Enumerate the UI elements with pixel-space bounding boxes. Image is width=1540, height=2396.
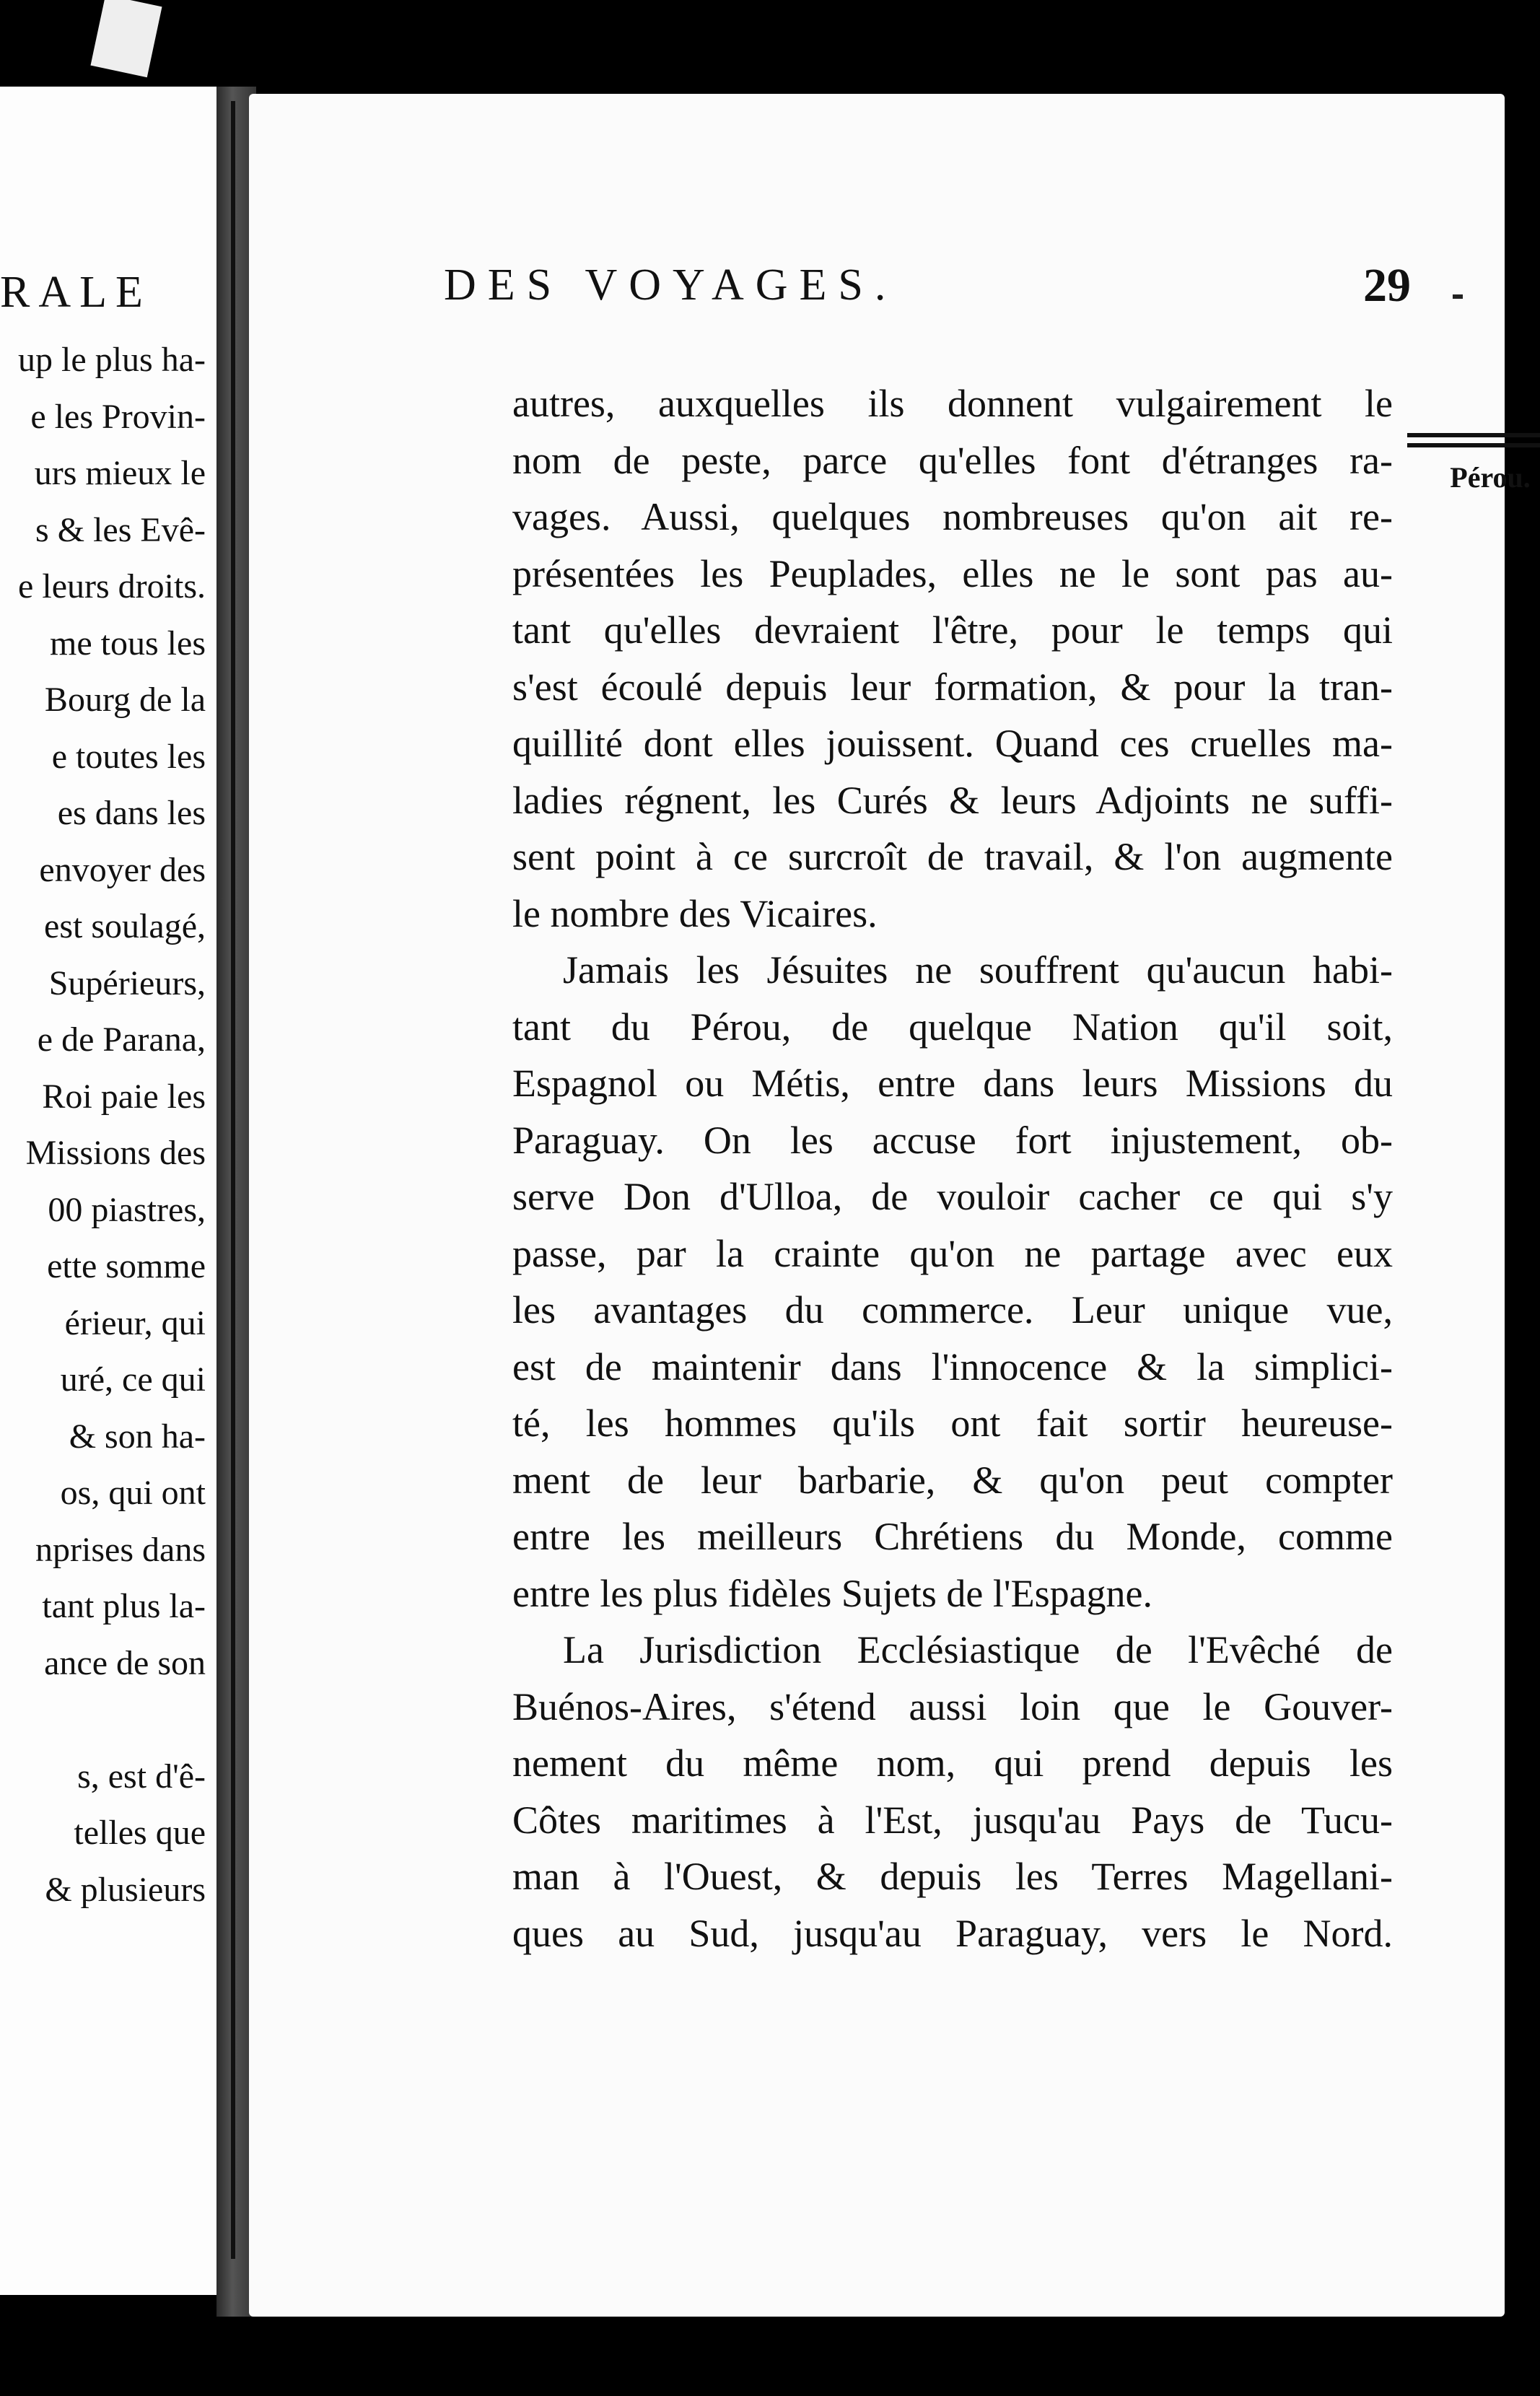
- left-line: 00 piastres,: [48, 1190, 206, 1229]
- text-line: nom de peste, parce qu'elles font d'étranges ra-: [512, 438, 1393, 482]
- left-line: érieur, qui: [64, 1303, 206, 1342]
- text-line: Buénos-Aires, s'étend aussi loin que le Gouver-: [512, 1684, 1393, 1728]
- left-page-lines: [0, 332, 206, 1918]
- text-line: ment de leur barbarie, & qu'on peut compter: [512, 1458, 1393, 1502]
- text-line: quillité dont elles jouissent. Quand ces cruelles ma-: [512, 722, 1393, 765]
- text-line-paragraph-start: Jamais les Jésuites ne souffrent qu'aucun habi-: [563, 948, 1393, 992]
- left-line: nprises dans: [35, 1530, 206, 1569]
- text-line: passe, par la crainte qu'on ne partage avec eux: [512, 1231, 1393, 1275]
- left-line: Bourg de la: [44, 681, 206, 719]
- text-line: présentées les Peuplades, elles ne le sont pas au-: [512, 551, 1393, 595]
- margin-note-area: [1407, 433, 1540, 494]
- text-line-paragraph-end: le nombre des Vicaires.: [512, 891, 878, 935]
- text-line-paragraph-end: entre les plus fidèles Sujets de l'Espagne.: [512, 1571, 1153, 1615]
- page-number: 29: [1363, 259, 1411, 312]
- left-running-title: RALE: [0, 268, 152, 317]
- text-line: ques au Sud, jusqu'au Paraguay, vers le Nord.: [512, 1911, 1393, 1955]
- left-line: Roi paie les: [42, 1077, 206, 1116]
- right-page: [249, 94, 1531, 2317]
- text-line-paragraph-start: La Jurisdiction Ecclésiastique de l'Evêché de: [563, 1628, 1393, 1671]
- text-line: vages. Aussi, quelques nombreuses qu'on ait re-: [512, 495, 1393, 538]
- left-line: e leurs droits.: [18, 567, 206, 605]
- paper-tab: [90, 0, 162, 77]
- text-line: nement du même nom, qui prend depuis les: [512, 1741, 1393, 1785]
- margin-note: Pérou.: [1450, 461, 1531, 494]
- left-line: e de Parana,: [37, 1020, 206, 1059]
- text-line: serve Don d'Ulloa, de vouloir cacher ce qui s'y: [512, 1175, 1393, 1218]
- left-line: ance de son: [44, 1643, 206, 1682]
- left-line: s & les Evê-: [35, 510, 206, 549]
- left-line: urs mieux le: [34, 454, 206, 492]
- text-line: les avantages du commerce. Leur unique vue,: [512, 1288, 1393, 1332]
- text-line: tant qu'elles devraient l'être, pour le temps qui: [512, 608, 1393, 652]
- left-line: up le plus ha-: [18, 341, 206, 379]
- left-line: tant plus la-: [42, 1587, 206, 1625]
- left-line: es dans les: [57, 794, 206, 832]
- text-line: autres, auxquelles ils donnent vulgairement le: [512, 382, 1393, 425]
- left-line: me tous les: [50, 624, 206, 663]
- left-line: envoyer des: [39, 850, 206, 889]
- body-text: [512, 375, 1393, 1962]
- left-line: e les Provin-: [30, 397, 206, 436]
- left-line: uré, ce qui: [60, 1360, 206, 1399]
- page-header: [444, 260, 1411, 325]
- left-line: est soulagé,: [44, 907, 206, 945]
- text-line: entre les meilleurs Chrétiens du Monde, comme: [512, 1515, 1393, 1558]
- print-mark: [1453, 294, 1463, 299]
- text-line: Côtes maritimes à l'Est, jusqu'au Pays de Tucu-: [512, 1798, 1393, 1842]
- text-line: ladies régnent, les Curés & leurs Adjoints ne suffi-: [512, 778, 1393, 822]
- running-title: DES VOYAGES.: [444, 261, 898, 310]
- text-line: tant du Pérou, de quelque Nation qu'il soit,: [512, 1005, 1393, 1049]
- margin-rule: [1407, 433, 1540, 437]
- text-line: man à l'Ouest, & depuis les Terres Magellani-: [512, 1855, 1393, 1898]
- left-line: e toutes les: [51, 737, 206, 776]
- text-line: s'est écoulé depuis leur formation, & pour la tran-: [512, 665, 1393, 709]
- text-line: est de maintenir dans l'innocence & la simplici-: [512, 1345, 1393, 1389]
- left-line: s, est d'ê-: [77, 1757, 206, 1796]
- text-line: Espagnol ou Métis, entre dans leurs Missions du: [512, 1062, 1393, 1105]
- text-line: sent point à ce surcroît de travail, & l'on augmente: [512, 835, 1393, 878]
- left-line-blank: [0, 1692, 206, 1749]
- left-line: & plusieurs: [45, 1870, 206, 1909]
- left-line: & son ha-: [69, 1417, 206, 1456]
- text-line: té, les hommes qu'ils ont fait sortir heureuse-: [512, 1402, 1393, 1445]
- text-line: Paraguay. On les accuse fort injustement, ob-: [512, 1118, 1393, 1162]
- margin-rule: [1407, 443, 1540, 447]
- left-line: Supérieurs,: [48, 963, 206, 1002]
- left-line: telles que: [74, 1814, 206, 1852]
- left-page-fragment: [0, 87, 216, 2295]
- gutter-rule: [231, 101, 235, 2259]
- left-line: ette somme: [47, 1247, 206, 1285]
- left-line: os, qui ont: [60, 1474, 206, 1512]
- left-line: Missions des: [25, 1134, 206, 1172]
